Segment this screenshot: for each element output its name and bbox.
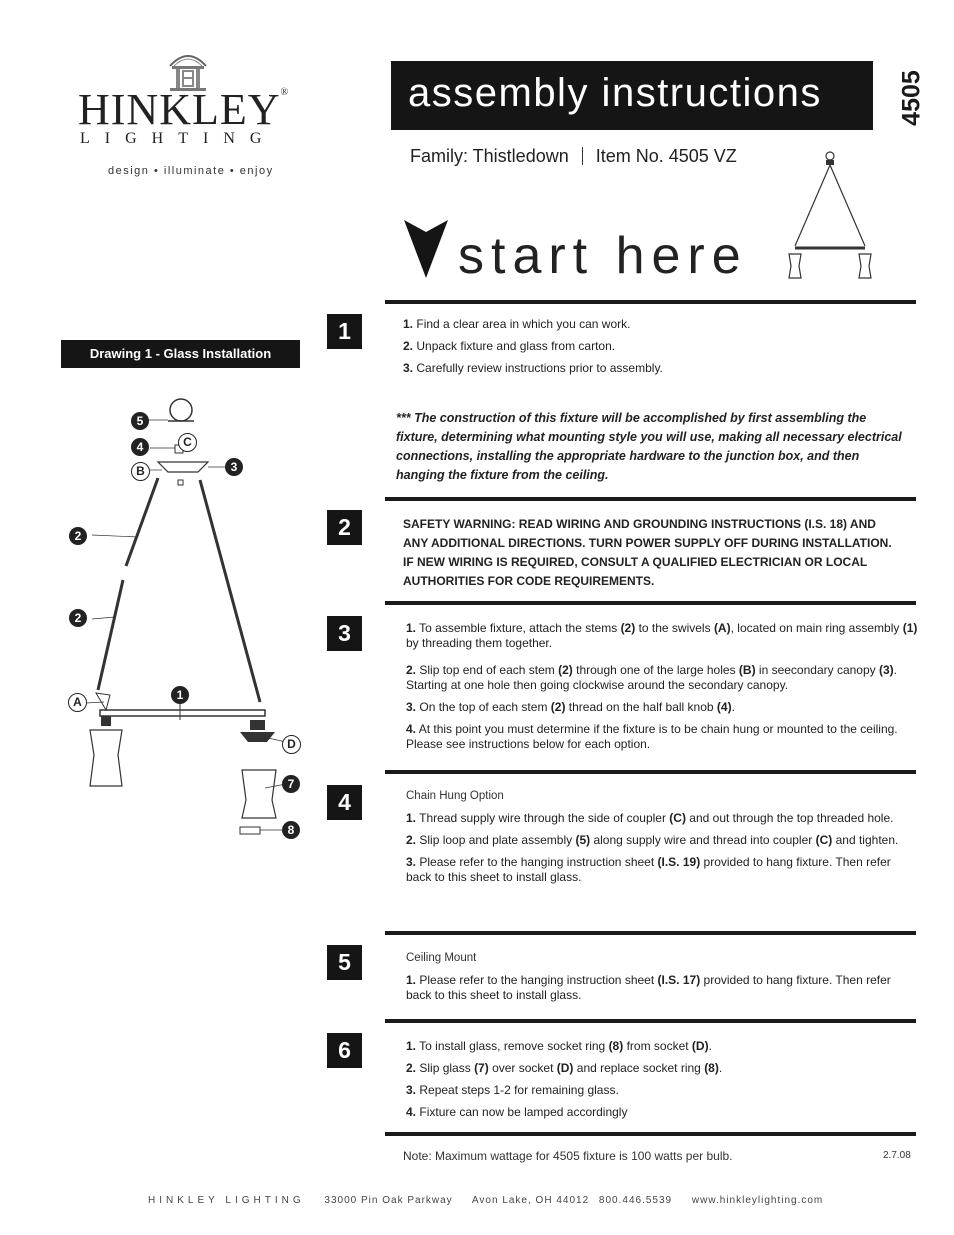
footer-company: HINKLEY LIGHTING [148,1195,305,1206]
wattage-note: Note: Maximum wattage for 4505 fixture is 100 watts per bulb. [403,1149,733,1163]
list-item: 1. Please refer to the hanging instruction sheet (I.S. 17) provided to hang fixture. Then refer back to this sheet to install glass. [406,973,891,1002]
safety-warning: SAFETY WARNING: READ WIRING AND GROUNDING INSTRUCTIONS (I.S. 18) AND ANY ADDITIONAL DIRECTIONS. TURN POWER SUPPLY OFF DURING INSTALLATION. IF NEW WIRING IS REQUIRED, CONSULT A QUALIFIED ELECTRICIAN OR LOCAL AUTHORITIES FOR CODE REQUIREMENTS. [403,517,892,588]
item-number: Item No. 4505 VZ [595,146,737,166]
item-number-vertical: 4505 [897,70,926,126]
step-number: 1 [327,314,362,349]
section-heading: Ceiling Mount [406,952,477,964]
brand-tagline: design • illuminate • enjoy [108,165,274,177]
callout-2: 2 [69,527,87,545]
callout-3: 3 [225,458,243,476]
start-here-heading: start here [458,227,748,285]
brand-subtitle: LIGHTING [80,130,277,147]
callout-c: C [178,433,197,452]
step-3-list [406,621,918,759]
callout-4: 4 [131,438,149,456]
callout-d: D [282,735,301,754]
list-item: 3. On the top of each stem (2) thread on the half ball knob (4). [406,700,735,714]
drawing-title: Drawing 1 - Glass Installation [61,340,300,368]
list-item: 4. Fixture can now be lamped accordingly [406,1105,628,1119]
step-5-list [406,951,918,1010]
step-number: 3 [327,616,362,651]
list-item: 3. Carefully review instructions prior to assembly. [403,361,663,375]
page-footer [148,1195,839,1206]
step-4-list [406,789,918,892]
family-label: Family: Thistledown [410,146,569,166]
step-number: 5 [327,945,362,980]
section-rule [385,601,916,605]
list-item: 2. Unpack fixture and glass from carton. [403,339,616,353]
list-item: 1. To install glass, remove socket ring (8) from socket (D). [406,1039,712,1053]
footer-city: Avon Lake, OH 44012 [471,1195,590,1206]
list-item: 1. Find a clear area in which you can work. [403,317,631,331]
list-item: 1. Thread supply wire through the side of coupler (C) and out through the top threaded hole. [406,811,894,825]
revision-date: 2.7.08 [883,1150,911,1161]
step-6-list [406,1039,918,1127]
section-heading: Chain Hung Option [406,790,504,802]
step-number: 2 [327,510,362,545]
section-rule [385,770,916,774]
footer-address: 33000 Pin Oak Parkway [324,1195,453,1206]
list-item: 3. Please refer to the hanging instruction sheet (I.S. 19) provided to hang fixture. Then refer back to this sheet to install glass. [406,855,891,884]
callout-2: 2 [69,609,87,627]
list-item: 1. To assemble fixture, attach the stems (2) to the swivels (A), located on main ring assembly (1) by threading them together. [406,621,918,650]
list-item: 2. Slip top end of each stem (2) through one of the large holes (B) in seecondary canopy (3). Starting at one hole then going clockwise around the secondary canopy. [406,663,898,692]
callout-8: 8 [282,821,300,839]
page-title: assembly instructions [408,71,822,115]
title-bar [391,61,873,130]
family-line [410,146,737,167]
footer-phone: 800.446.5539 [598,1195,673,1206]
brand-name: HINKLEY® [78,85,290,134]
step-number: 6 [327,1033,362,1068]
section-rule [385,300,916,304]
fixture-thumbnail [782,150,878,280]
section-rule [385,1019,916,1023]
step-1-list [403,317,918,383]
list-item: 2. Slip glass (7) over socket (D) and replace socket ring (8). [406,1061,723,1075]
assembly-drawing [60,390,320,850]
list-item: 2. Slip loop and plate assembly (5) along supply wire and thread into coupler (C) and tighten. [406,833,899,847]
callout-5: 5 [131,412,149,430]
start-arrow-icon [404,220,448,278]
list-item: 4. At this point you must determine if the fixture is to be chain hung or mounted to the ceiling. Please see instructions below for each option. [406,722,898,751]
section-rule [385,931,916,935]
footer-web: www.hinkleylighting.com [691,1195,824,1206]
callout-7: 7 [282,775,300,793]
list-item: 3. Repeat steps 1-2 for remaining glass. [406,1083,619,1097]
step-number: 4 [327,785,362,820]
callout-1: 1 [171,686,189,704]
callout-a: A [68,693,87,712]
construction-note: *** The construction of this fixture will be accomplished by first assembling the fixture, determining what mounting style you will use, making all necessary electrical connections, installing the appropriate hardware to the junction box, and then hanging the fixture from the ceiling. [396,411,902,482]
section-rule [385,1132,916,1136]
section-rule [385,497,916,501]
callout-b: B [131,462,150,481]
